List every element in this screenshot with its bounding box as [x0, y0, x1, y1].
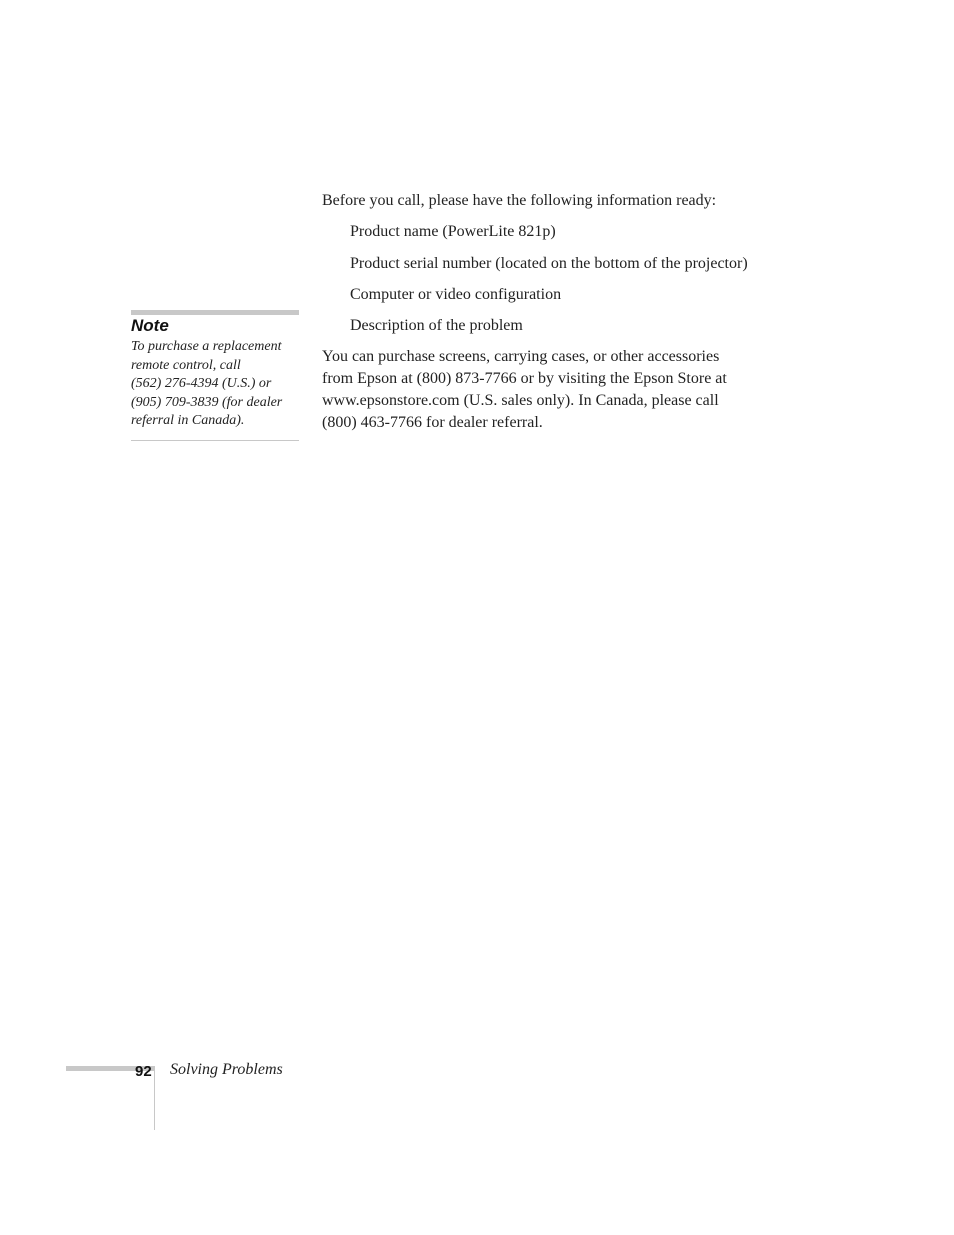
- intro-text: Before you call, please have the following information ready:: [322, 192, 717, 209]
- section-title: Solving Problems: [170, 1061, 283, 1078]
- note-line: (562) 276-4394 (U.S.) or: [131, 376, 272, 392]
- paragraph-line: (800) 463-7766 for dealer referral.: [322, 414, 543, 431]
- list-item-product-name: Product name (PowerLite 821p): [350, 223, 556, 240]
- note-body: [131, 338, 301, 431]
- list-item-serial-number: Product serial number (located on the bottom of the projector): [350, 255, 748, 272]
- paragraph-line: from Epson at (800) 873-7766 or by visiting the Epson Store at: [322, 370, 727, 387]
- note-line: (905) 709-3839 (for dealer: [131, 394, 283, 410]
- note-line: To purchase a replacement: [131, 339, 282, 354]
- page-number: 92: [135, 1063, 152, 1080]
- paragraph-line: www.epsonstore.com (U.S. sales only). In Canada, please call: [322, 392, 719, 409]
- note-heading: Note: [131, 316, 169, 335]
- list-item-problem-description: Description of the problem: [350, 317, 523, 334]
- footer-divider: [154, 1066, 155, 1130]
- paragraph-line: You can purchase screens, carrying cases, or other accessories: [322, 348, 720, 365]
- accessories-paragraph: [322, 346, 727, 434]
- note-top-rule: [131, 310, 299, 315]
- note-bottom-rule: [131, 440, 299, 441]
- list-item-configuration: Computer or video configuration: [350, 286, 562, 303]
- note-line: remote control, call: [131, 357, 241, 373]
- note-line: referral in Canada).: [131, 413, 245, 429]
